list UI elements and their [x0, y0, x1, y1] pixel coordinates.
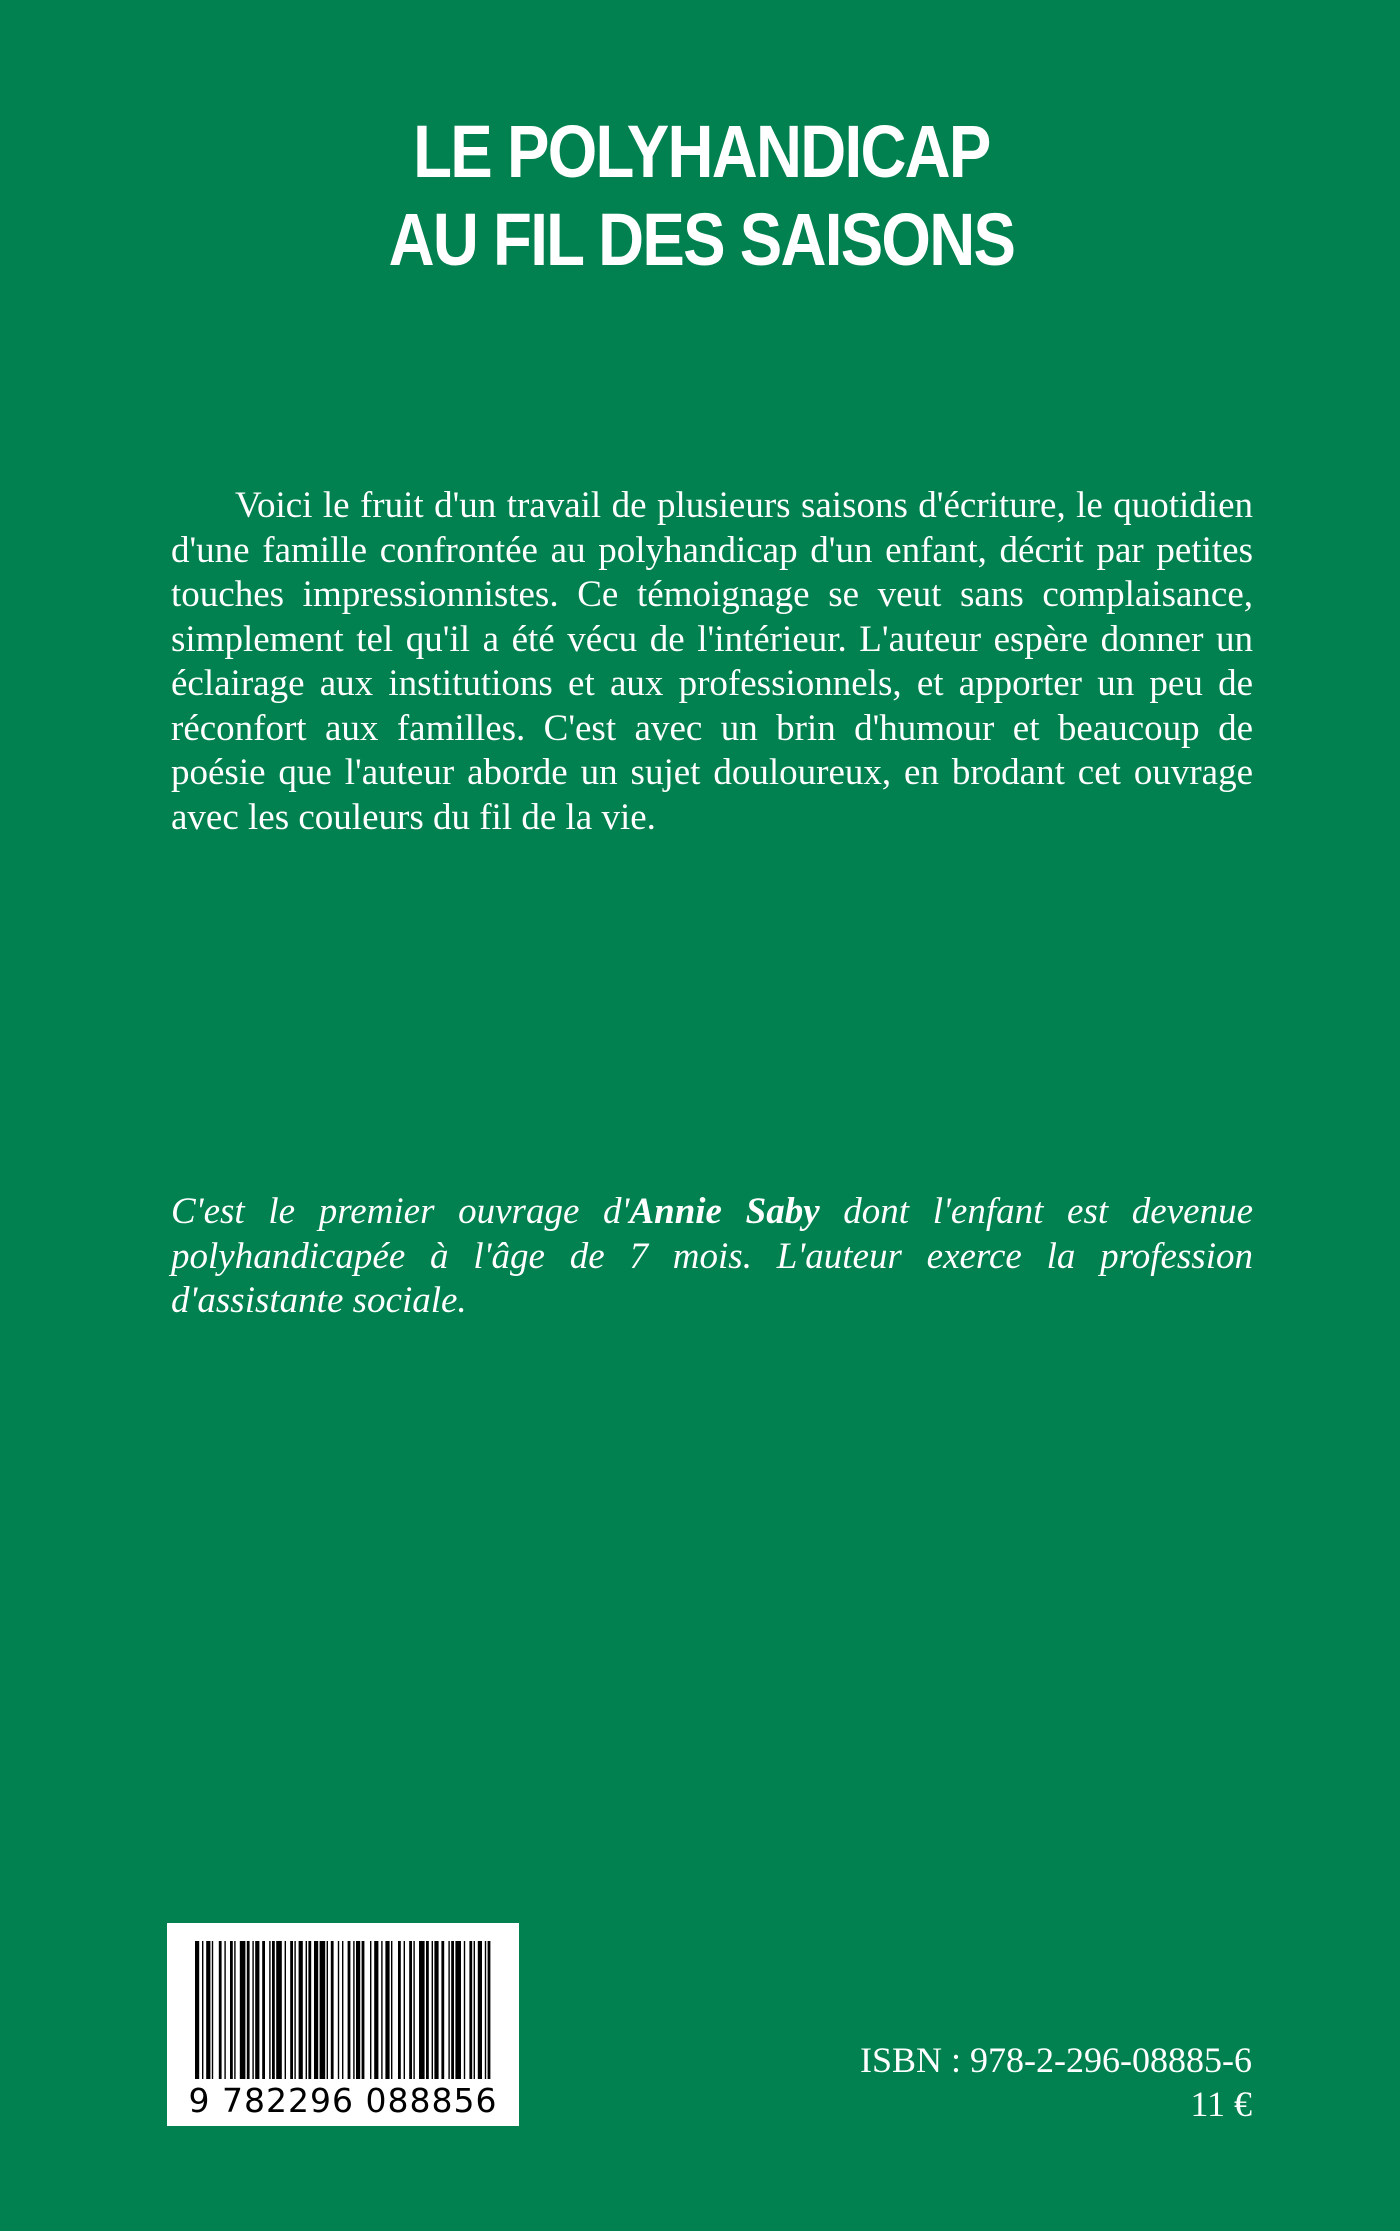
author-bio — [171, 1190, 1253, 1324]
author-bio-intro: C'est le premier ouvrage d' — [171, 1191, 630, 1232]
barcode-bar — [426, 1941, 429, 2079]
barcode-bar — [230, 1941, 233, 2079]
blurb-paragraph: Voici le fruit d'un travail de plusieurs saisons d'écriture, le quotidien d'une famille confrontée au polyhandicap d'un enfant, décrit par petites touches impressionnistes. Ce témoignage se veut sans complaisance, simplement tel qu'il a été vécu de l'intérieur. L'auteur espère donner un éclairage aux institutions et aux professionnels, et apporter un peu de réconfort aux familles. C'est avec un brin d'humour et beaucoup de poésie que l'auteur aborde un sujet douloureux, en brodant cet ouvrage avec les couleurs du fil de la vie. — [171, 485, 1253, 838]
barcode-bar — [299, 1941, 303, 2079]
barcode-bar — [419, 1941, 425, 2079]
barcode-bar — [469, 1941, 472, 2079]
barcode-bar — [314, 1941, 318, 2079]
barcode-bar — [485, 1941, 486, 2079]
barcode-bar — [342, 1941, 343, 2079]
barcode-bar — [202, 1941, 203, 2079]
barcode-bar — [269, 1941, 270, 2079]
barcode-bar — [381, 1941, 382, 2079]
barcode-bar — [219, 1941, 222, 2079]
barcode-bar — [398, 1941, 401, 2079]
barcode-bar — [331, 1941, 334, 2079]
barcode-bar — [234, 1941, 235, 2079]
barcode-bar — [356, 1941, 360, 2079]
book-title — [99, 108, 1303, 284]
barcode-bar — [240, 1941, 246, 2079]
barcode-bar — [448, 1941, 449, 2079]
barcode-bar — [391, 1941, 392, 2079]
price: 11 € — [1190, 2084, 1252, 2124]
barcode-bar — [224, 1941, 225, 2079]
barcode-bar — [290, 1941, 293, 2079]
barcode-bar — [434, 1941, 438, 2079]
barcode-bar — [404, 1941, 405, 2079]
book-title-line-1: LE POLYHANDICAP — [413, 110, 990, 193]
barcode-bar — [320, 1941, 326, 2079]
barcode-bar — [306, 1941, 307, 2079]
barcode-bar — [374, 1941, 378, 2079]
barcode-bar — [285, 1941, 286, 2079]
barcode-bar — [488, 1941, 491, 2079]
barcode-bar — [474, 1941, 475, 2079]
book-title-line-2: AU FIL DES SAISONS — [388, 198, 1015, 281]
barcode-bar — [338, 1941, 339, 2079]
author-name: Annie Saby — [629, 1191, 820, 1232]
barcode-bar — [294, 1941, 295, 2079]
barcode-bar — [432, 1941, 433, 2079]
barcode-bar — [272, 1941, 275, 2079]
barcode-bar — [252, 1941, 253, 2079]
barcode-bar — [206, 1941, 210, 2079]
barcode-bar — [308, 1941, 311, 2079]
barcode-bar — [464, 1941, 465, 2079]
barcode-bar — [455, 1941, 461, 2079]
barcode-bar — [370, 1941, 371, 2079]
barcode-bar — [441, 1941, 444, 2079]
barcode-bar — [409, 1941, 412, 2079]
isbn: ISBN : 978-2-296-08885-6 — [860, 2040, 1252, 2080]
barcode-bar — [212, 1941, 213, 2079]
barcode-bar — [247, 1941, 250, 2079]
barcode-bar — [353, 1941, 354, 2079]
barcode-bar — [385, 1941, 389, 2079]
barcode-bar — [195, 1941, 199, 2079]
barcode-bar — [348, 1941, 351, 2079]
barcode — [167, 1923, 519, 2126]
barcode-bar — [362, 1941, 365, 2079]
barcode-bar — [478, 1941, 482, 2079]
barcode-bar — [276, 1941, 282, 2079]
barcode-bar — [255, 1941, 259, 2079]
barcode-bar — [262, 1941, 265, 2079]
author-bio-rest: dont l'enfant est devenue polyhandicapée à l'âge de 7 mois. L'auteur exerce la profession d'assistante sociale. — [171, 1191, 1253, 1321]
barcode-digits: 9 782296 088856 — [188, 2081, 498, 2120]
barcode-bar — [413, 1941, 414, 2079]
barcode-bar — [327, 1941, 328, 2079]
barcode-bar — [451, 1941, 454, 2079]
